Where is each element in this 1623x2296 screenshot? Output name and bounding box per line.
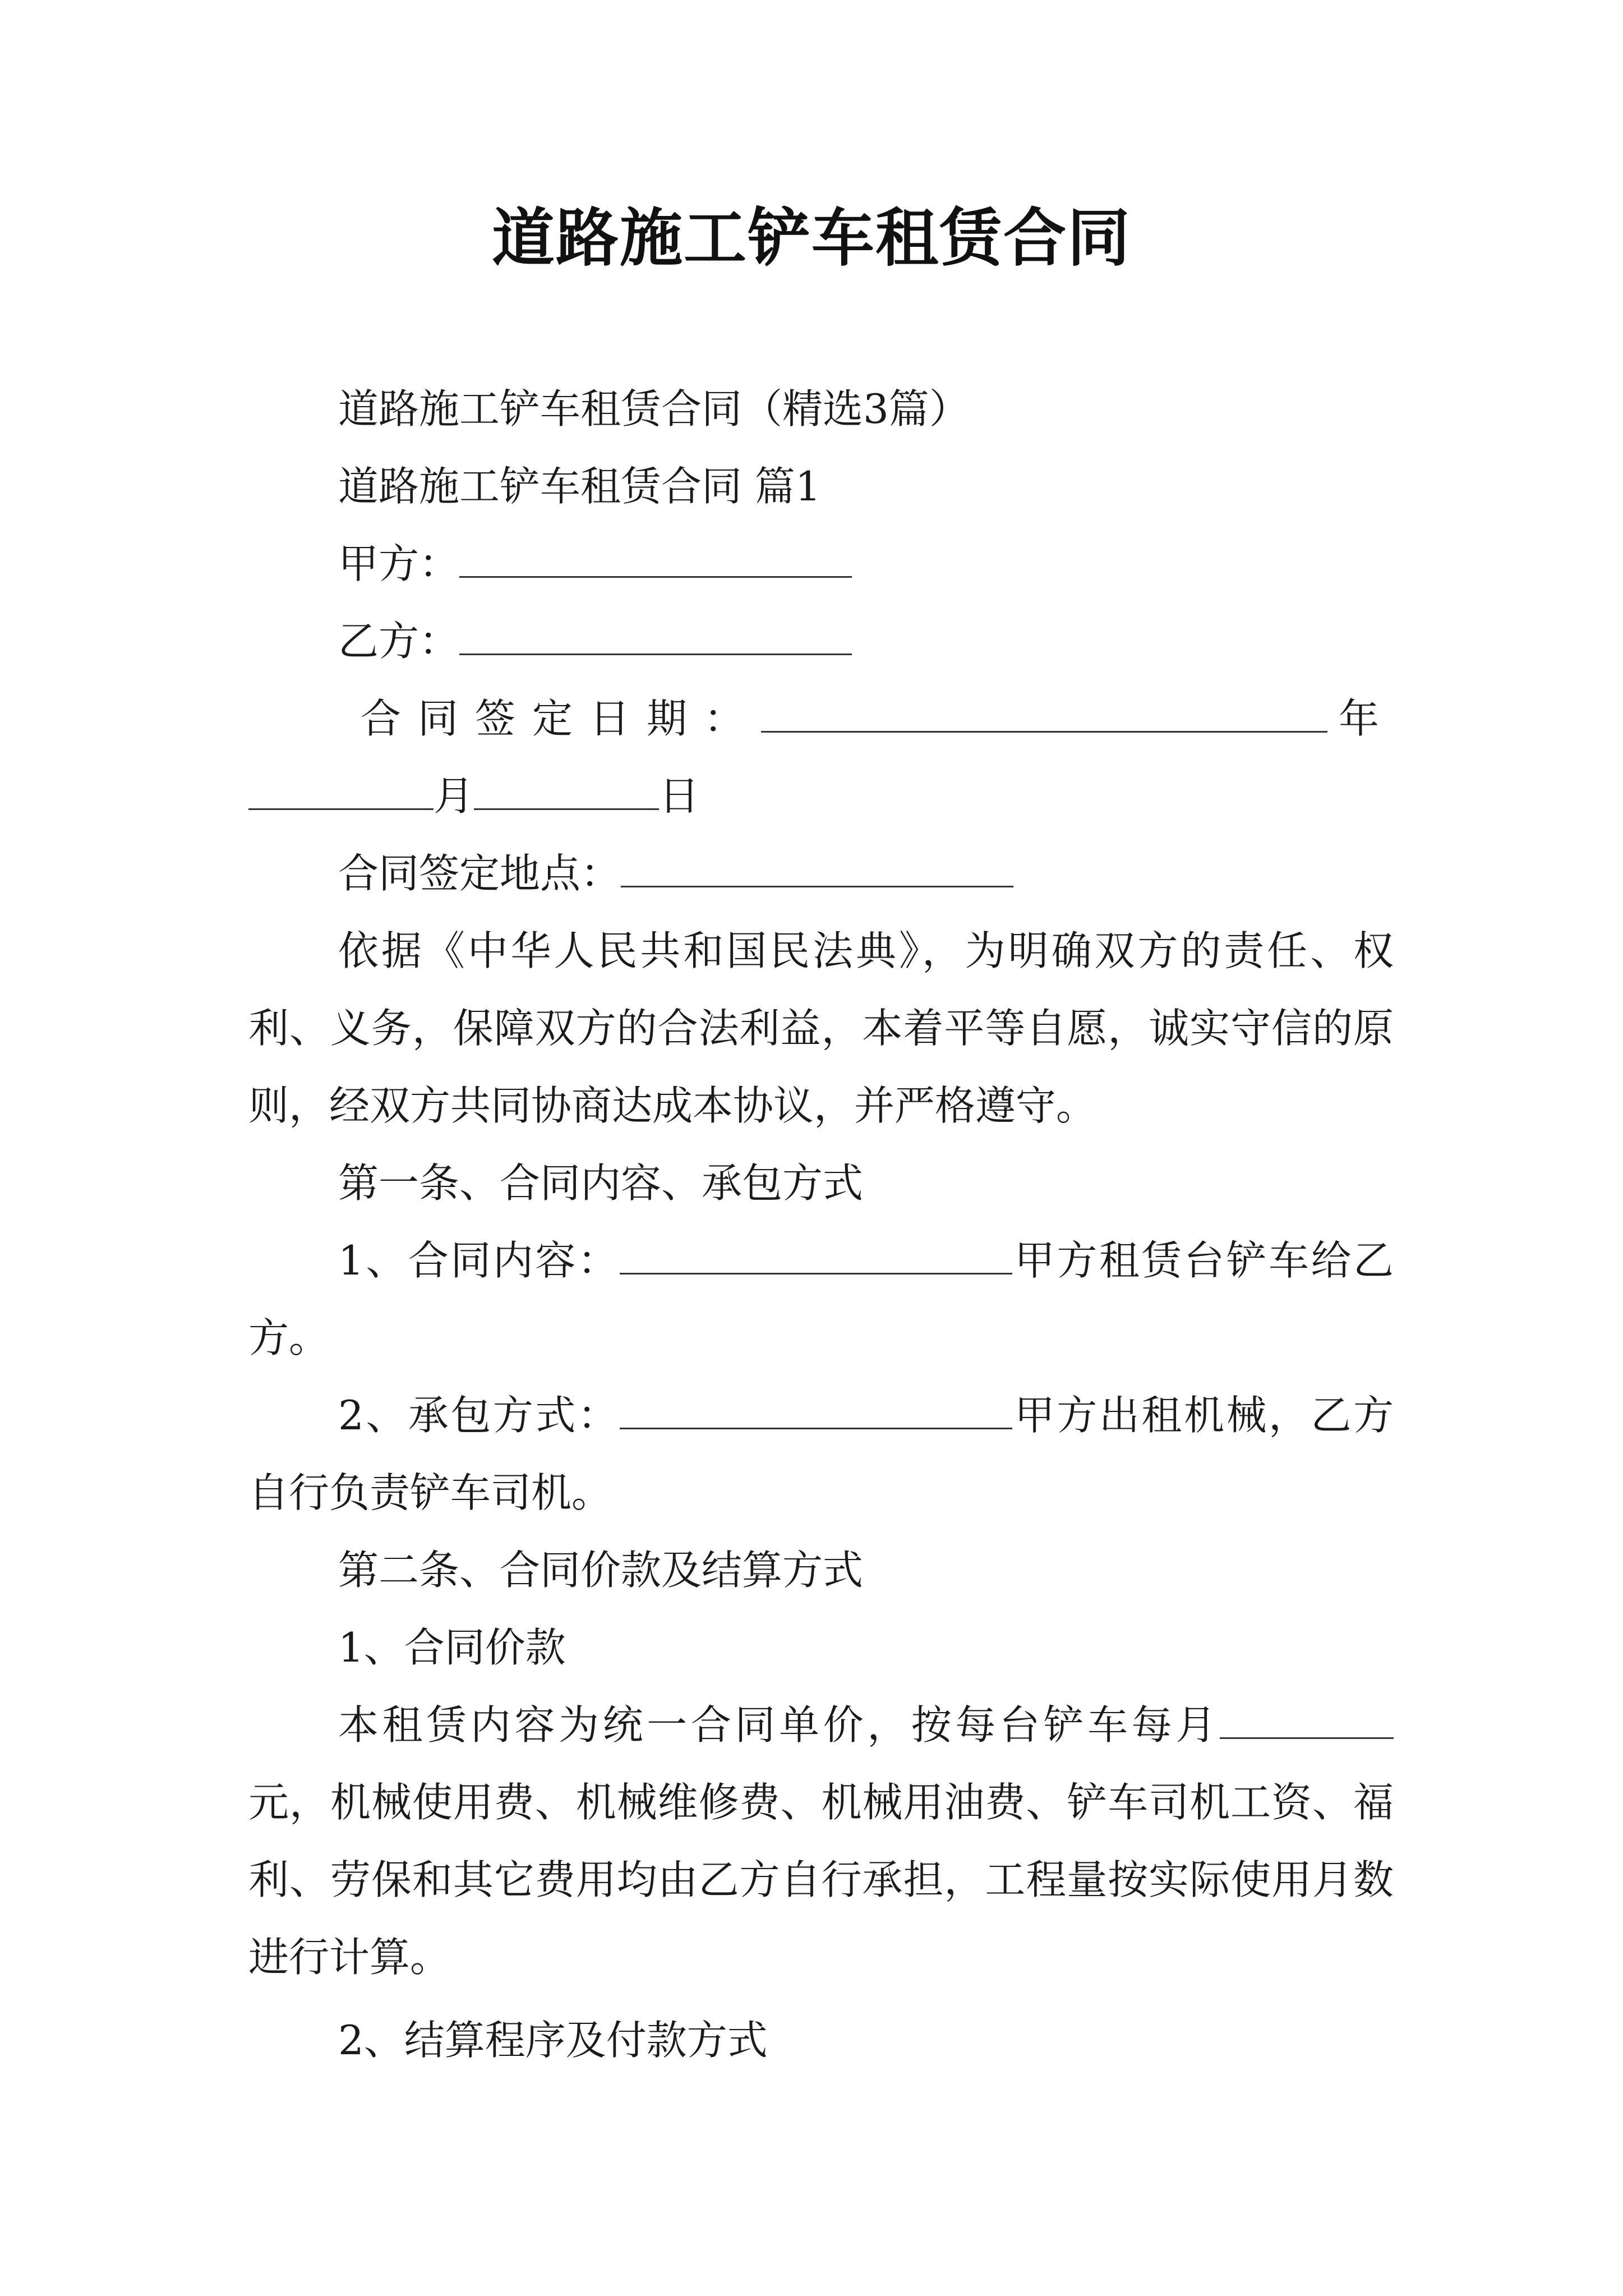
- contract-mode-blank: [620, 1393, 1012, 1429]
- month-blank: [248, 774, 434, 810]
- monthly-price-blank: [1220, 1703, 1394, 1739]
- article-1-item-1-label: 1、合同内容：: [338, 1237, 620, 1284]
- document-title: 道路施工铲车租赁合同: [492, 202, 1131, 275]
- article-1-item-2-text: 甲方出租机械，乙方自行负责铲车司机。: [248, 1392, 1394, 1516]
- article-1-title: 第一条、合同内容、承包方式: [338, 1159, 864, 1207]
- article-1-item-2: [248, 1377, 1394, 1531]
- sign-date-line: [248, 680, 1394, 757]
- document-body: [248, 370, 1394, 2079]
- article-2-title: 第二条、合同价款及结算方式: [338, 1547, 864, 1594]
- month-day-line: [248, 757, 1394, 835]
- article-2-price-paragraph: [248, 1686, 1394, 1996]
- article-1-item-2-label: 2、承包方式：: [338, 1392, 620, 1439]
- day-blank: [474, 774, 659, 810]
- article-2-item-2: 2、结算程序及付款方式: [338, 2017, 768, 2064]
- price-text-post: 元，机械使用费、机械维修费、机械用油费、铲车司机工资、福利、劳保和其它费用均由乙方自行承担，工程量按实际使用月数进行计算。: [248, 1779, 1394, 1981]
- sign-place-line: [248, 835, 1394, 912]
- preamble-paragraph: 依据《中华人民共和国民法典》，为明确双方的责任、权利、义务，保障双方的合法利益，本着平等自愿，诚实守信的原则，经双方共同协商达成本协议，并严格遵守。: [248, 927, 1394, 1129]
- sign-place-label: 合同签定地点：: [338, 850, 621, 897]
- sign-place-blank: [621, 851, 1013, 887]
- month-label: 月: [434, 772, 474, 820]
- chapter-heading: 道路施工铲车租赁合同 篇1: [338, 463, 821, 510]
- article-1-item-1: [248, 1222, 1394, 1377]
- sign-date-label: 合同签定日期：: [361, 695, 762, 742]
- party-b-label: 乙方：: [338, 618, 460, 665]
- article-1-item-1-text: 甲方租赁台铲车给乙方。: [248, 1237, 1394, 1361]
- subtitle-line: 道路施工铲车租赁合同（精选3篇）: [338, 385, 970, 432]
- party-a-blank: [459, 541, 852, 578]
- year-blank: [761, 696, 1327, 733]
- party-a-label: 甲方：: [338, 540, 460, 587]
- party-b-blank: [459, 619, 852, 655]
- price-text-pre: 本租赁内容为统一合同单价，按每台铲车每月: [338, 1701, 1220, 1749]
- day-label: 日: [659, 772, 700, 820]
- year-label: 年: [1339, 695, 1380, 742]
- party-a-line: [248, 525, 1394, 602]
- article-2-item-1: 1、合同价款: [338, 1624, 566, 1671]
- party-b-line: [248, 602, 1394, 680]
- contract-content-blank: [620, 1238, 1012, 1274]
